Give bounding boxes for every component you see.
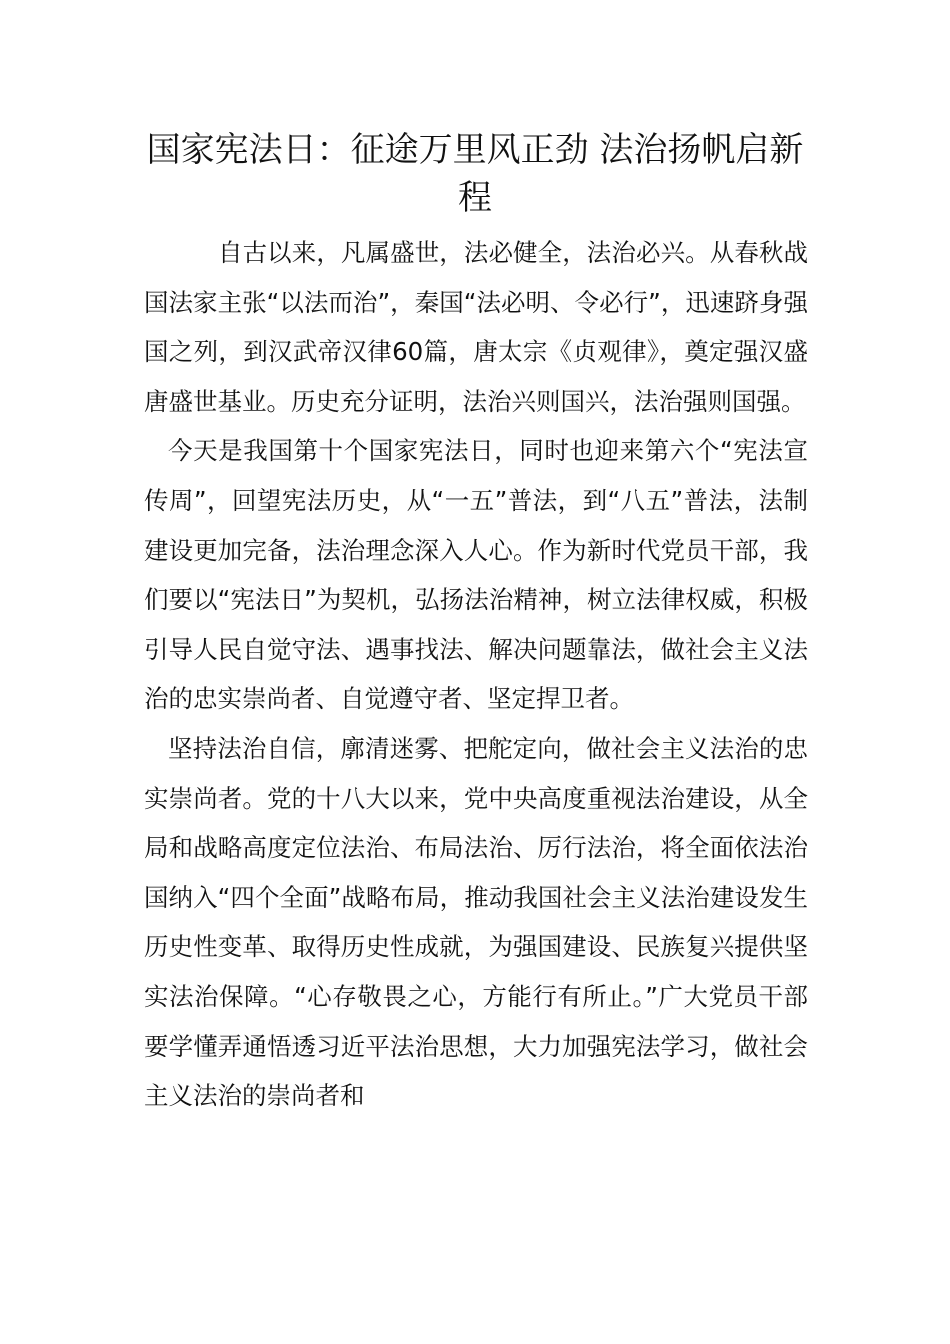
- document-body: [144, 228, 808, 1121]
- paragraph-1: 自古以来，凡属盛世，法必健全，法治必兴。从春秋战国法家主张“以法而治”，秦国“法必明、令必行”，迅速跻身强国之列，到汉武帝汉律60篇，唐太宗《贞观律》，奠定强汉盛唐盛世基业。历史充分证明，法治兴则国兴，法治强则国强。: [144, 238, 808, 416]
- paragraph-2: 今天是我国第十个国家宪法日，同时也迎来第六个“宪法宣传周”，回望宪法历史，从“一五”普法，到“八五”普法，法制建设更加完备，法治理念深入人心。作为新时代党员干部，我们要以“宪法日”为契机，弘扬法治精神，树立法律权威，积极引导人民自觉守法、遇事找法、解决问题靠法，做社会主义法治的忠实崇尚者、自觉遵守者、坚定捍卫者。: [144, 436, 808, 714]
- paragraph-3: 坚持法治自信，廓清迷雾、把舵定向，做社会主义法治的忠实崇尚者。党的十八大以来，党中央高度重视法治建设，从全局和战略高度定位法治、布局法治、厉行法治，将全面依法治国纳入“四个全面”战略布局，推动我国社会主义法治建设发生历史性变革、取得历史性成就，为强国建设、民族复兴提供坚实法治保障。“心存敬畏之心，方能行有所止。”广大党员干部要学懂弄通悟透习近平法治思想，大力加强宪法学习，做社会主义法治的崇尚者和: [144, 733, 808, 1111]
- document-title: 国家宪法日：征途万里风正劲 法治扬帆启新程: [146, 130, 804, 218]
